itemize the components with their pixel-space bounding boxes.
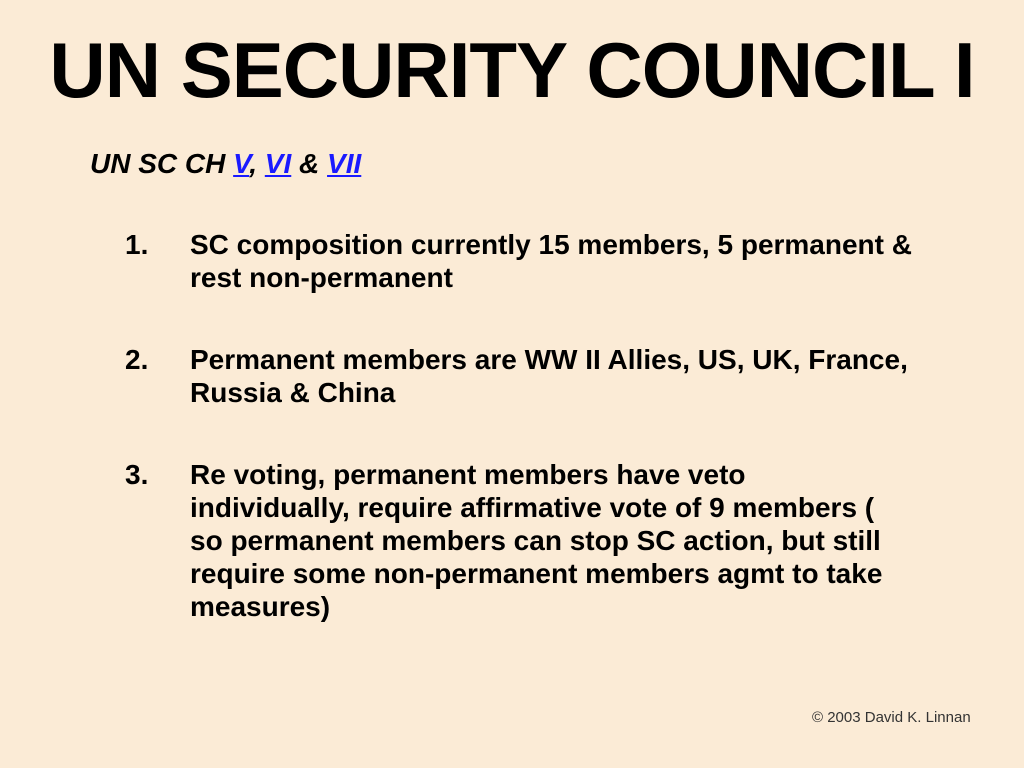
chapter-vii-link[interactable]: VII <box>327 148 362 179</box>
list-item <box>125 343 945 409</box>
chapter-vi-link[interactable]: VI <box>264 148 292 179</box>
list-item-text: Permanent members are WW II Allies, US, UK, France, Russia & China <box>190 344 908 408</box>
list-item-number: 2. <box>125 344 149 375</box>
subtitle-separator-2: & <box>291 148 328 179</box>
copyright-notice: © 2003 David K. Linnan <box>812 709 971 726</box>
list-item-text: SC composition currently 15 members, 5 permanent & rest non-permanent <box>190 229 912 293</box>
slide-title: UN SECURITY COUNCIL I <box>49 26 975 114</box>
list-item-number: 1. <box>125 229 149 260</box>
subtitle <box>90 146 361 182</box>
list-item-text: Re voting, permanent members have veto individually, require affirmative vote of 9 members ( so permanent members can stop SC action, but still require some non-permanent members agmt to take measures) <box>190 459 883 622</box>
chapter-v-link[interactable]: V <box>233 148 250 179</box>
numbered-list <box>125 228 945 672</box>
list-item <box>125 228 945 294</box>
list-item-number: 3. <box>125 459 149 490</box>
subtitle-separator-1: , <box>249 148 265 179</box>
list-item <box>125 458 910 623</box>
subtitle-prefix: UN SC CH <box>90 148 234 179</box>
